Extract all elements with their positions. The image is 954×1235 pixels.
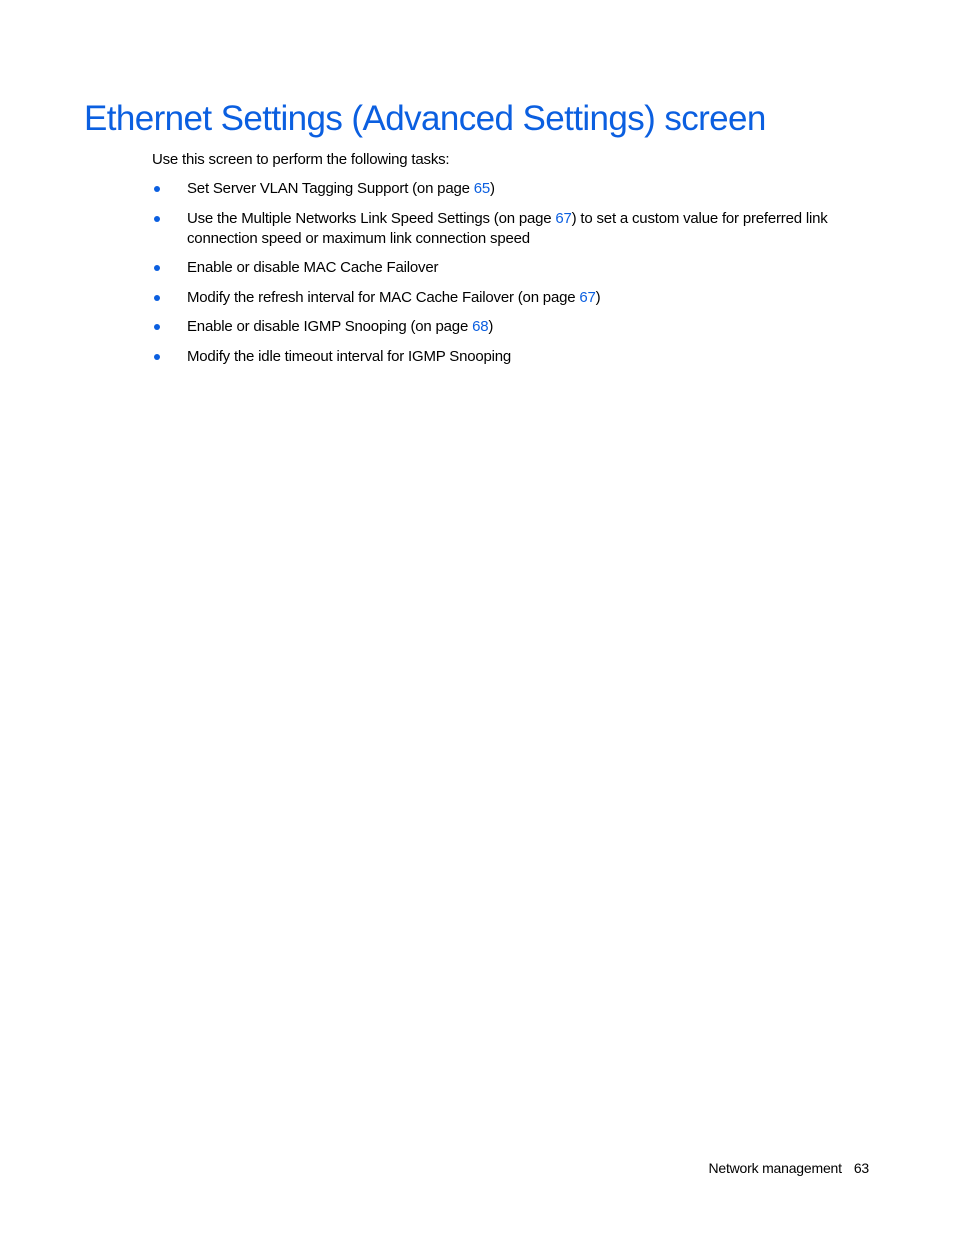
bullet-icon [154,216,160,222]
list-item [152,258,867,278]
bullet-icon [154,354,160,360]
list-item [152,317,867,337]
task-text: Use the Multiple Networks Link Speed Settings (on page [187,209,556,227]
page-link[interactable]: 67 [579,288,596,306]
intro-text: Use this screen to perform the following tasks: [152,151,450,168]
page-footer [708,1158,869,1178]
task-text: ) to set a custom value for preferred link connection speed or maximum link connection speed [187,209,828,247]
task-text: ) [488,318,494,335]
task-text: Modify the idle timeout interval for IGMP Snooping [187,347,512,365]
page-link[interactable]: 67 [555,209,572,227]
list-item [152,179,867,199]
page-title: Ethernet Settings (Advanced Settings) screen [84,99,766,138]
task-text: Modify the refresh interval for MAC Cache Failover (on page [187,288,580,306]
page-link[interactable]: 65 [473,180,491,197]
task-text: Enable or disable IGMP Snooping (on page [187,318,473,335]
task-text: ) [490,180,495,197]
task-text: Set Server VLAN Tagging Support (on page [187,180,474,197]
bullet-icon [154,265,160,271]
list-item [152,288,867,308]
page-number: 63 [853,1160,869,1176]
page-link[interactable]: 68 [472,318,489,335]
footer-section: Network management [708,1160,842,1176]
bullet-icon [154,324,160,330]
bullet-icon [154,295,160,301]
list-item [152,209,867,249]
task-text: ) [595,288,601,306]
task-list [152,179,867,376]
list-item [152,347,867,367]
task-text: Enable or disable MAC Cache Failover [187,259,439,276]
bullet-icon [154,186,160,192]
